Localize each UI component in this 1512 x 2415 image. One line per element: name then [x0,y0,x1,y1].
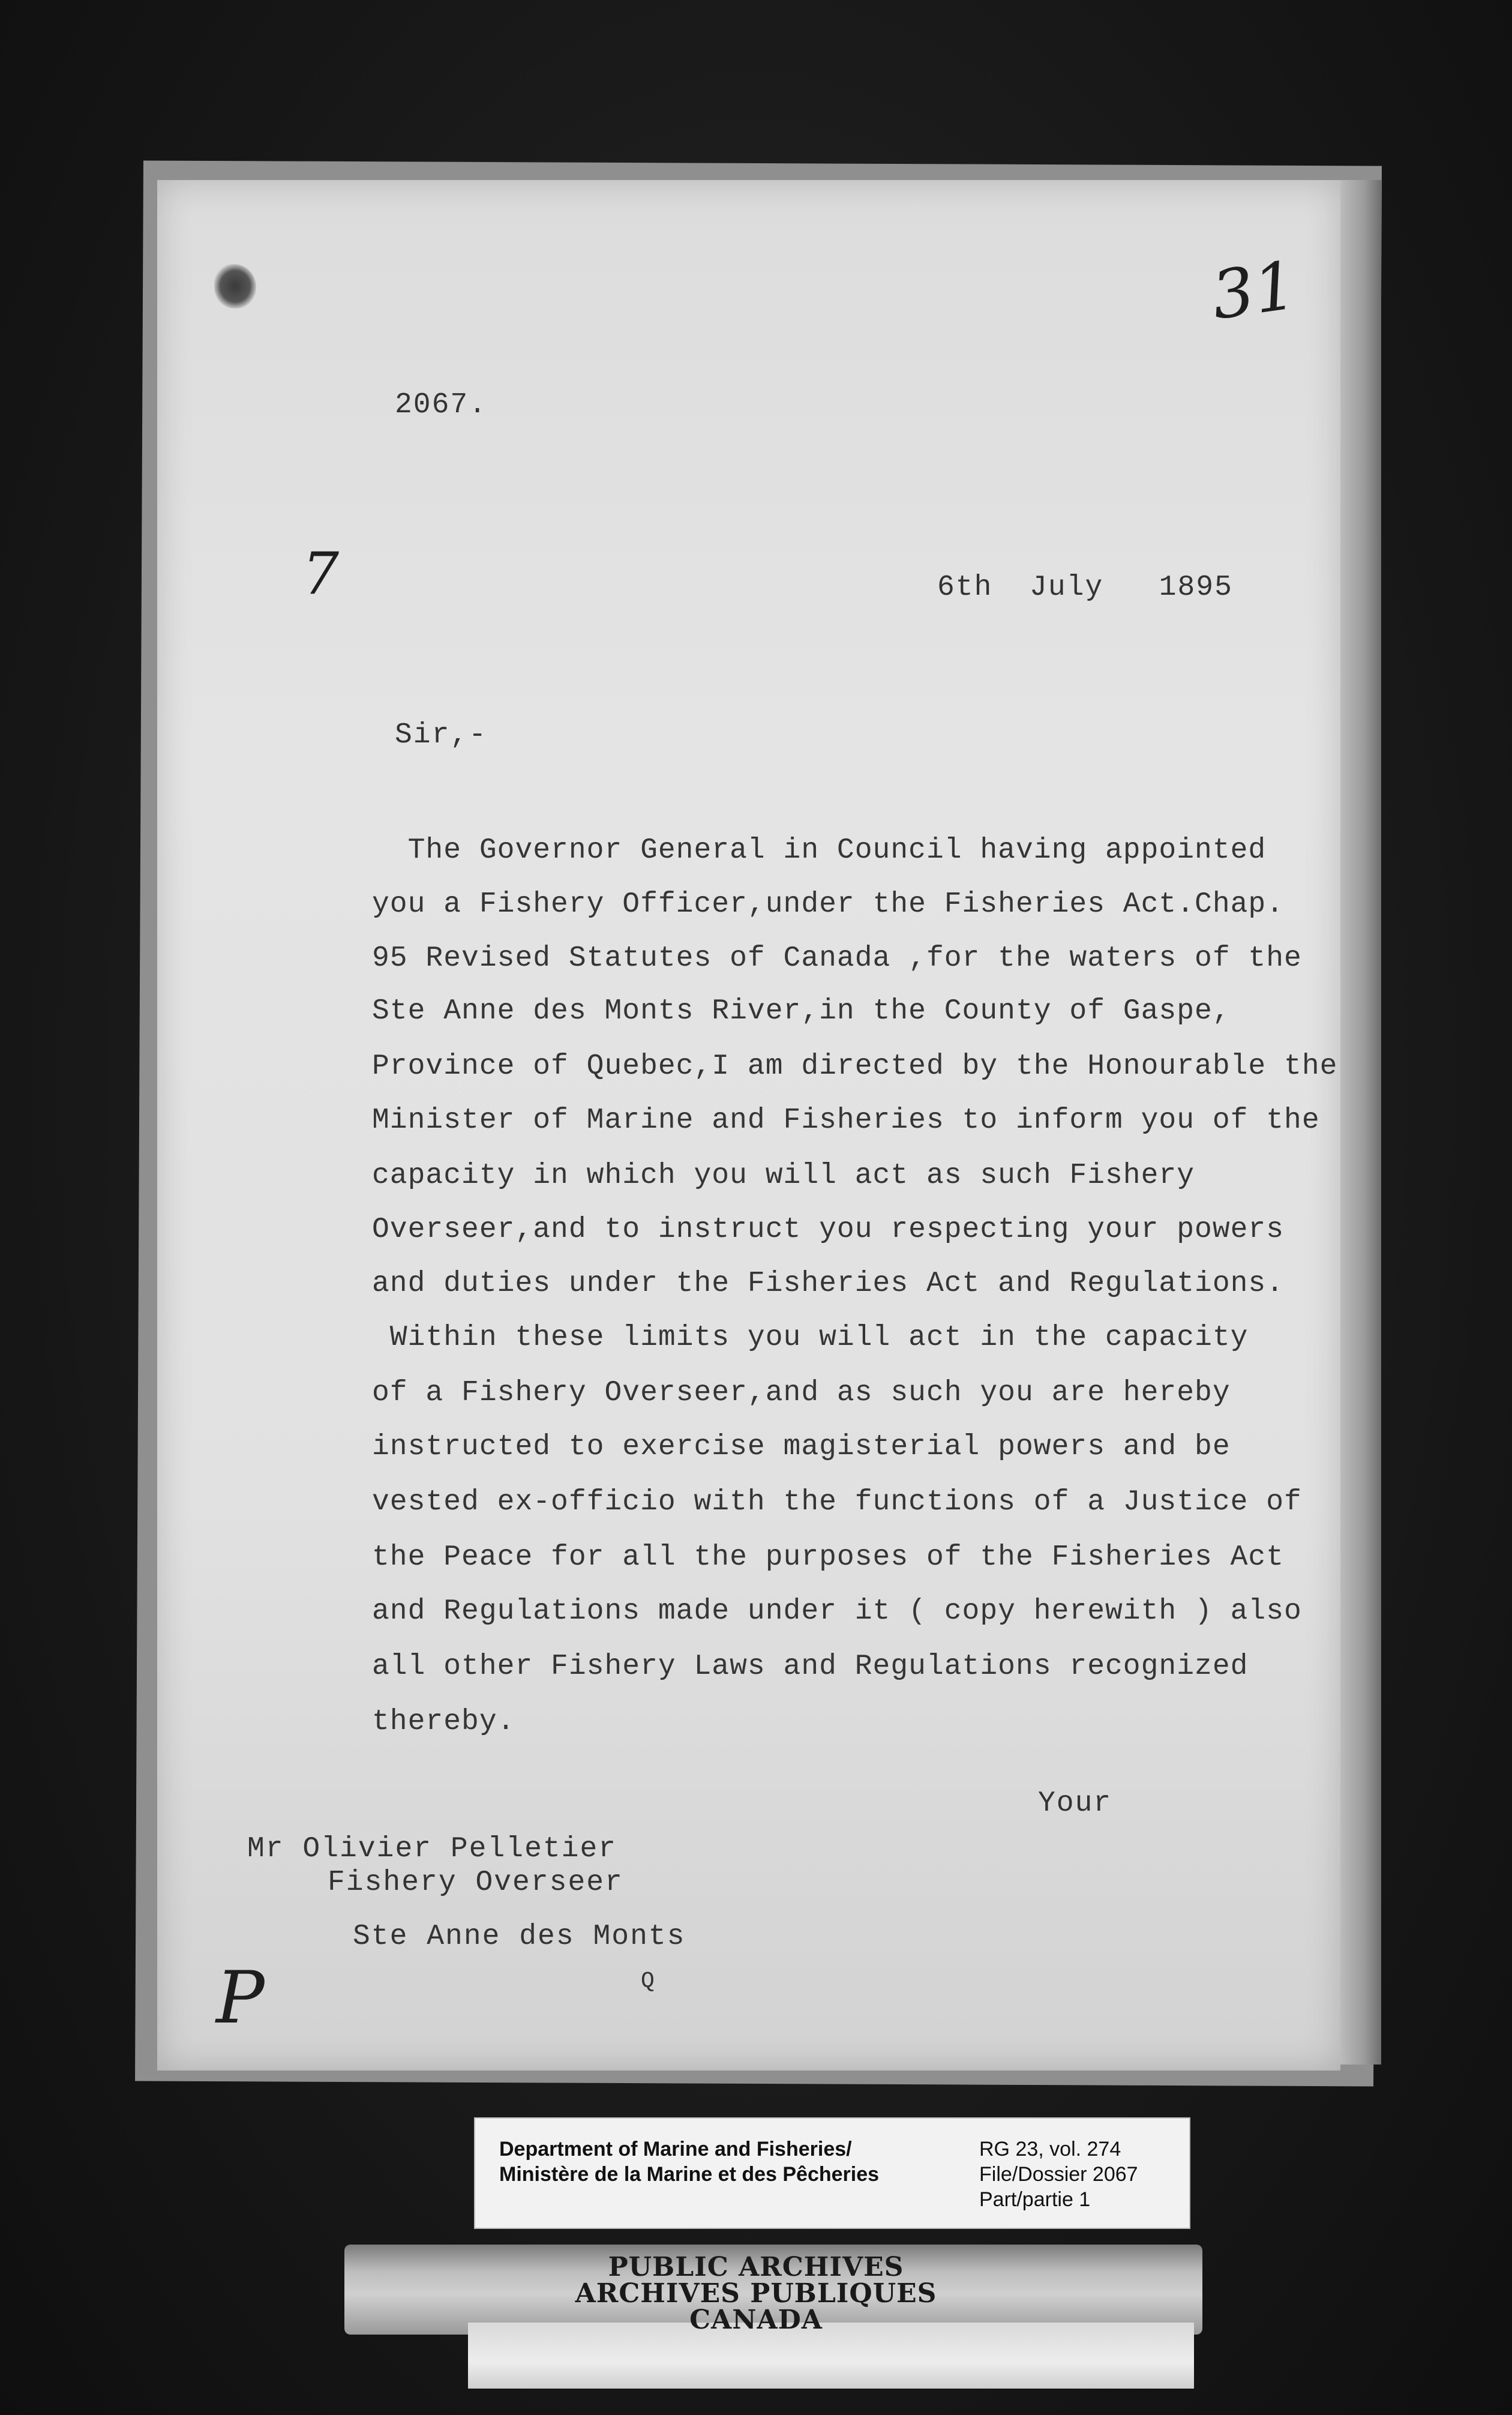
stamp-line-2: ARCHIVES PUBLIQUES [575,2278,937,2309]
body-line: and duties under the Fisheries Act and Regulations. [372,1268,1285,1300]
folio-number: 31 [1207,246,1301,335]
body-line: thereby. [372,1706,515,1738]
stamp-line-3: CANADA [689,2305,823,2335]
body-line: of a Fishery Overseer,and as such you are hereby [372,1377,1231,1409]
body-line: 95 Revised Statutes of Canada ,for the waters of the [372,942,1302,975]
department-en: Department of Marine and Fisheries/ [499,2138,852,2161]
body-line: vested ex-officio with the functions of a Justice of [372,1486,1302,1518]
body-line: Province of Quebec,I am directed by the Honourable the [372,1050,1338,1083]
stamp-line-1: PUBLIC ARCHIVES [608,2252,904,2282]
part-partie: Part/partie 1 [979,2188,1091,2211]
body-line: and Regulations made under it ( copy herewith ) also [372,1595,1302,1628]
record-group: RG 23, vol. 274 [979,2138,1121,2161]
margin-mark: 7 [302,540,340,607]
addressee-place: Ste Anne des Monts [353,1920,686,1953]
body-line: Ste Anne des Monts River,in the County of Gaspe, [372,995,1231,1027]
addressee-province: Q [641,1968,656,1994]
addressee-title: Fishery Overseer [328,1866,623,1899]
body-line: Within these limits you will act in the capacity [372,1322,1249,1354]
letter-page [157,180,1340,2071]
body-line: Minister of Marine and Fisheries to inform you of the [372,1104,1320,1137]
file-number: 2067. [395,389,488,421]
salutation: Sir,- [395,719,488,751]
body-line: you a Fishery Officer,under the Fisheries Act.Chap. [372,888,1285,921]
body-line: The Governor General in Council having appointed [372,834,1267,867]
letter-date: 6th July 1895 [937,571,1233,604]
closing: Your [1038,1787,1112,1820]
addressee-name: Mr Olivier Pelletier [247,1833,617,1865]
ink-blot-mark [214,264,256,308]
body-line: instructed to exercise magisterial powers and be [372,1431,1231,1463]
body-line: the Peace for all the purposes of the Fisheries Act [372,1541,1285,1574]
back-sheet-edge [1339,180,1381,2065]
initial-mark: P [216,1956,265,2040]
file-dossier: File/Dossier 2067 [979,2163,1138,2186]
department-fr: Ministère de la Marine et des Pêcheries [499,2163,880,2186]
body-line: all other Fishery Laws and Regulations recognized [372,1650,1249,1683]
body-line: capacity in which you will act as such Fishery [372,1159,1195,1192]
body-line: Overseer,and to instruct you respecting your powers [372,1214,1285,1246]
archive-label [474,2117,1190,2229]
